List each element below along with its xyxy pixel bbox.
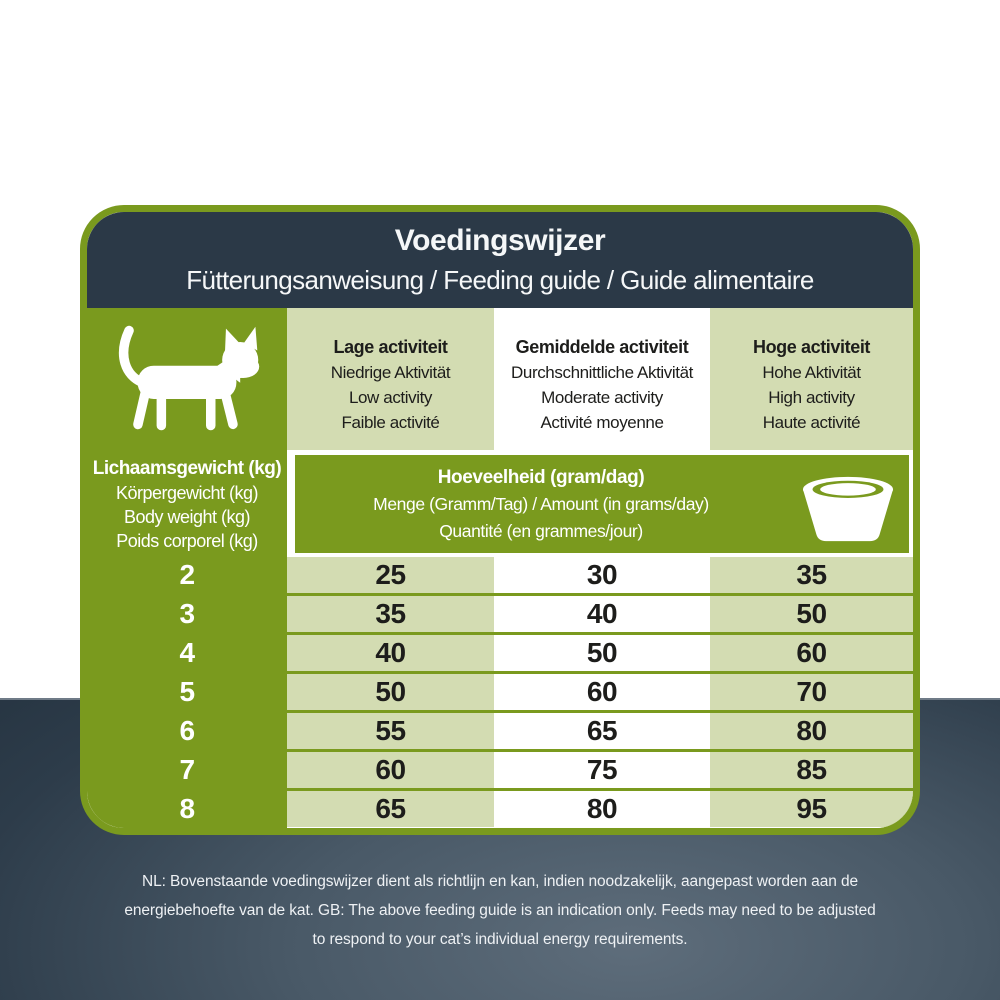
table-row [287, 752, 913, 788]
amount-low: 40 [287, 635, 494, 671]
column-header-moderate-activity [494, 308, 710, 450]
disclaimer-line-1: NL: Bovenstaande voedingswijzer dient als richtlijn en kan, indien noodzakelijk, aangepast worden aan de [142, 873, 858, 890]
body-weight-sub-en: Body weight (kg) [123, 507, 251, 527]
feeding-guide-table [87, 308, 913, 828]
weight-value: 7 [179, 754, 195, 785]
weight-value: 3 [179, 598, 195, 629]
amount-high: 95 [710, 791, 913, 827]
amount-sub-de-en: Menge (Gramm/Tag) / Amount (in grams/day) [373, 494, 709, 514]
amount-low: 25 [287, 557, 494, 593]
amount-high: 35 [710, 557, 913, 593]
amount-moderate: 75 [494, 752, 710, 788]
amount-low: 35 [287, 596, 494, 632]
amount-banner-text [295, 455, 787, 553]
moderate-activity-sub-fr: Activité moyenne [540, 413, 664, 432]
amount-high: 70 [710, 674, 913, 710]
low-activity-title: Lage activiteit [333, 337, 448, 357]
high-activity-title: Hoge activiteit [752, 337, 871, 357]
weight-value: 6 [179, 715, 195, 746]
card-header [87, 212, 913, 308]
table-row [287, 674, 913, 710]
body-weight-sub-fr: Poids corporel (kg) [116, 531, 258, 551]
disclaimer-text [0, 867, 1000, 954]
amount-moderate: 50 [494, 635, 710, 671]
amount-low: 65 [287, 791, 494, 827]
amount-high: 50 [710, 596, 913, 632]
amount-title: Hoeveelheid (gram/dag) [437, 467, 645, 488]
food-bowl-icon [787, 455, 909, 553]
moderate-activity-sub-de: Durchschnittliche Aktivität [511, 363, 693, 382]
table-row [287, 557, 913, 593]
amount-moderate: 80 [494, 791, 710, 827]
body-weight-sub-de: Körpergewicht (kg) [115, 483, 259, 503]
body-weight-title: Lichaamsgewicht (kg) [92, 458, 282, 479]
amount-high: 60 [710, 635, 913, 671]
activity-area [287, 308, 913, 828]
weight-value: 2 [179, 559, 195, 590]
amount-moderate: 60 [494, 674, 710, 710]
amount-table [287, 557, 913, 827]
low-activity-sub-fr: Faible activité [341, 413, 440, 432]
disclaimer-line-3: to respond to your cat’s individual energy requirements. [312, 931, 688, 948]
high-activity-sub-en: High activity [768, 388, 855, 407]
high-activity-sub-de: Hohe Aktivität [762, 363, 861, 382]
page-title: Voedingswijzer [394, 224, 606, 257]
low-activity-sub-de: Niedrige Aktivität [330, 363, 451, 382]
body-weight-labels [87, 455, 287, 553]
moderate-activity-title: Gemiddelde activiteit [515, 337, 689, 357]
amount-moderate: 65 [494, 713, 710, 749]
amount-moderate: 40 [494, 596, 710, 632]
amount-banner [295, 455, 909, 553]
table-row [287, 713, 913, 749]
column-header-low-activity [287, 308, 494, 450]
column-header-high-activity [710, 308, 913, 450]
low-activity-sub-en: Low activity [348, 388, 433, 407]
table-row [287, 635, 913, 671]
disclaimer-line-2: energiebehoefte van de kat. GB: The above feeding guide is an indication only. Feeds may need to be adjusted [124, 902, 876, 919]
amount-low: 55 [287, 713, 494, 749]
feeding-guide-card [80, 205, 920, 835]
weight-value: 8 [179, 793, 195, 824]
page-subtitle: Fütterungsanweisung / Feeding guide / Guide alimentaire [186, 265, 814, 295]
moderate-activity-sub-en: Moderate activity [541, 388, 663, 407]
weight-value: 4 [179, 637, 195, 668]
amount-low: 50 [287, 674, 494, 710]
table-row [287, 791, 913, 827]
weight-value: 5 [179, 676, 195, 707]
amount-moderate: 30 [494, 557, 710, 593]
body-weight-column [87, 308, 287, 828]
high-activity-sub-fr: Haute activité [762, 413, 861, 432]
amount-high: 80 [710, 713, 913, 749]
cat-icon [87, 308, 287, 450]
amount-high: 85 [710, 752, 913, 788]
amount-sub-fr: Quantité (en grammes/jour) [439, 521, 643, 541]
activity-column-headers [287, 308, 913, 450]
table-row [287, 596, 913, 632]
amount-low: 60 [287, 752, 494, 788]
